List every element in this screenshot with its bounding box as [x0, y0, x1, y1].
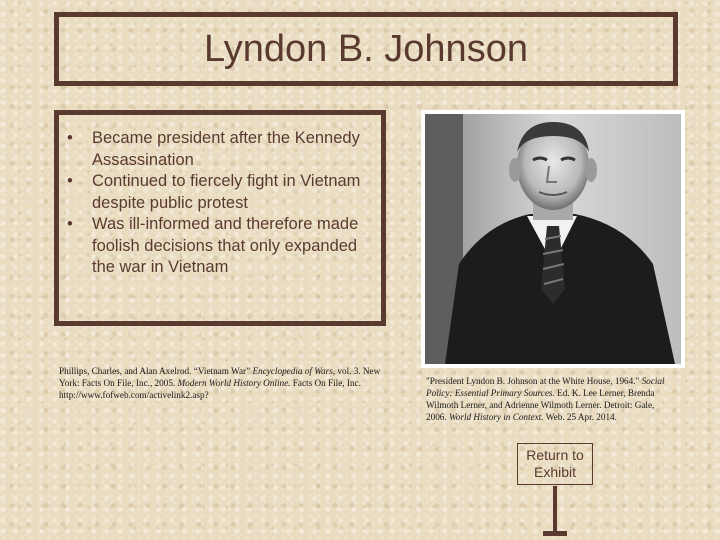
bullet-text: Became president after the Kennedy Assassination	[92, 129, 360, 169]
citation-text: Facts On File, Inc. http://www.fofweb.com/activelink2.asp?	[59, 378, 361, 400]
bullet-item	[67, 171, 383, 214]
citation-title: Social Policy: Essential Primary Sources.	[426, 376, 665, 398]
bullet-text: Was ill-informed and therefore made foolish decisions that only expanded the war in Vietnam	[92, 215, 359, 276]
citation-left	[59, 365, 389, 401]
bracket-stem	[553, 486, 557, 536]
bullet-list	[67, 128, 383, 279]
bullet-icon: •	[67, 215, 73, 233]
portrait-photo	[421, 110, 685, 368]
citation-right	[426, 375, 676, 423]
citation-title: Modern World History Online.	[177, 378, 291, 388]
portrait-photo-icon	[425, 114, 681, 364]
bracket-base	[543, 531, 567, 536]
citation-text: Phillips, Charles, and Alan Axelrod. “Vietnam War”	[59, 366, 253, 376]
return-to-exhibit-button[interactable]: Return to Exhibit	[517, 443, 593, 485]
title-frame	[54, 12, 678, 86]
citation-text: "President Lyndon B. Johnson at the White House, 1964."	[426, 376, 642, 386]
bullet-icon: •	[67, 172, 73, 190]
citation-text: Ed. K. Lee Lerner, Brenda Wilmoth Lerner, and Adrienne Wilmoth Lerner. Detroit: Gale, 2006.	[426, 388, 655, 422]
slide-title: Lyndon B. Johnson	[204, 27, 528, 70]
bullet-frame	[54, 110, 386, 326]
citation-title: World History in Context.	[448, 412, 544, 422]
bullet-item	[67, 214, 383, 279]
bullet-item	[67, 128, 383, 171]
bullet-icon: •	[67, 129, 73, 147]
citation-text: vol. 3. New York: Facts On File, Inc., 2005.	[59, 366, 381, 388]
citation-text: Web. 25 Apr. 2014.	[543, 412, 617, 422]
citation-title: Encyclopedia of Wars,	[252, 366, 336, 376]
bullet-text: Continued to fiercely fight in Vietnam despite public protest	[92, 172, 361, 212]
